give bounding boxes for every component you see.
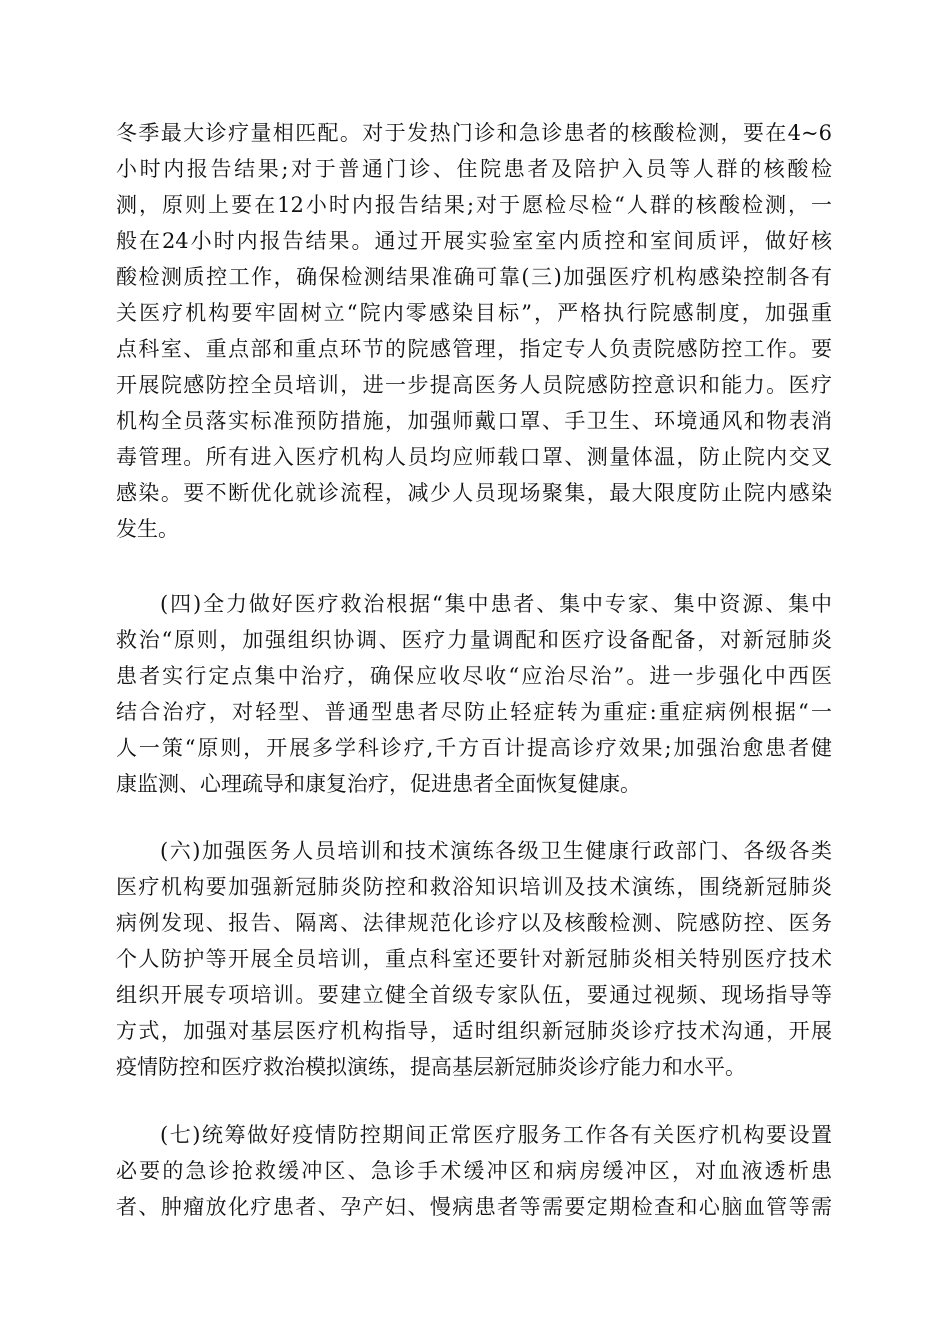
text-line: 结合治疗，对轻型、普通型患者尽防止轻症转为重症:重症病例根据“一 bbox=[116, 700, 832, 724]
text-line: 救治“原则，加强组织协调、医疗力量调配和医疗设备配备，对新冠肺炎 bbox=[116, 628, 832, 652]
text-line: 患者实行定点集中治疗，确保应收尽收“应治尽治”。进一步强化中西医 bbox=[116, 664, 832, 688]
text-line: 机构全员落实标准预防措施，加强师戴口罩、手卫生、环境通风和物表消 bbox=[116, 409, 832, 433]
text-line: 开展院感防控全员培训，进一步提高医务人员院感防控意识和能力。医疗 bbox=[116, 373, 832, 397]
text-line: 小时内报告结果;对于普通门诊、住院患者及陪护入员等人群的核酸检 bbox=[116, 157, 832, 181]
text-line: 必要的急诊抢救缓冲区、急诊手术缓冲区和病房缓冲区，对血液透析患 bbox=[116, 1159, 832, 1183]
text-line: 点科室、重点部和重点环节的院感管理，指定专人负责院感防控工作。要 bbox=[116, 337, 832, 361]
paragraph-first-line: (七)统筹做好疫情防控期间正常医疗服务工作各有关医疗机构要设置 bbox=[160, 1123, 832, 1147]
text-line: 毒管理。所有进入医疗机构人员均应师载口罩、测量体温，防止院内交叉 bbox=[116, 445, 832, 469]
text-line: 方式，加强对基层医疗机构指导，适时组织新冠肺炎诊疗技术沟通，开展 bbox=[116, 1019, 832, 1043]
text-line: 酸检测质控工作，确保检测结果准确可靠(三)加强医疗机构感染控制各有 bbox=[116, 265, 832, 289]
text-line: 者、肿瘤放化疗患者、孕产妇、慢病患者等需要定期检查和心脑血管等需 bbox=[116, 1195, 832, 1219]
text-line: 组织开展专项培训。要建立健全首级专家队伍，要通过视频、现场指导等 bbox=[116, 983, 832, 1007]
text-line: 康监测、心理疏导和康复治疗，促进患者全面恢复健康。 bbox=[116, 772, 641, 796]
text-line: 人一策“原则，开展多学科诊疗,千方百计提高诊疗效果;加强治愈患者健 bbox=[116, 736, 832, 760]
text-line: 个人防护等开展全员培训，重点科室还要针对新冠肺炎相关特别医疗技术 bbox=[116, 947, 832, 971]
text-line: 冬季最大诊疗量相匹配。对于发热门诊和急诊患者的核酸检测，要在4~6 bbox=[116, 121, 832, 145]
text-line: 发生。 bbox=[116, 517, 179, 541]
text-line: 般在24小时内报告结果。通过开展实验室室内质控和室间质评，做好核 bbox=[116, 229, 832, 253]
text-line: 感染。要不断优化就诊流程，减少人员现场聚集，最大限度防止院内感染 bbox=[116, 481, 832, 505]
text-line: 测，原则上要在12小时内报告结果;对于愿检尽检“人群的核酸检测，一 bbox=[116, 193, 832, 217]
text-line: 病例发现、报告、隔离、法律规范化诊疗以及核酸检测、院感防控、医务 bbox=[116, 911, 832, 935]
text-line: 关医疗机构要牢固树立“院内零感染目标”，严格执行院感制度，加强重 bbox=[116, 301, 832, 325]
text-line: 医疗机构要加强新冠肺炎防控和救浴知识培训及技术演练，围绕新冠肺炎 bbox=[116, 875, 832, 899]
text-line: 疫情防控和医疗救治模拟演练，提高基层新冠肺炎诊疗能力和水平。 bbox=[116, 1055, 746, 1079]
paragraph-first-line: (六)加强医务人员培训和技术演练各级卫生健康行政部门、各级各类 bbox=[160, 839, 832, 863]
paragraph-first-line: (四)全力做好医疗救治根据“集中患者、集中专家、集中资源、集中 bbox=[160, 592, 832, 616]
